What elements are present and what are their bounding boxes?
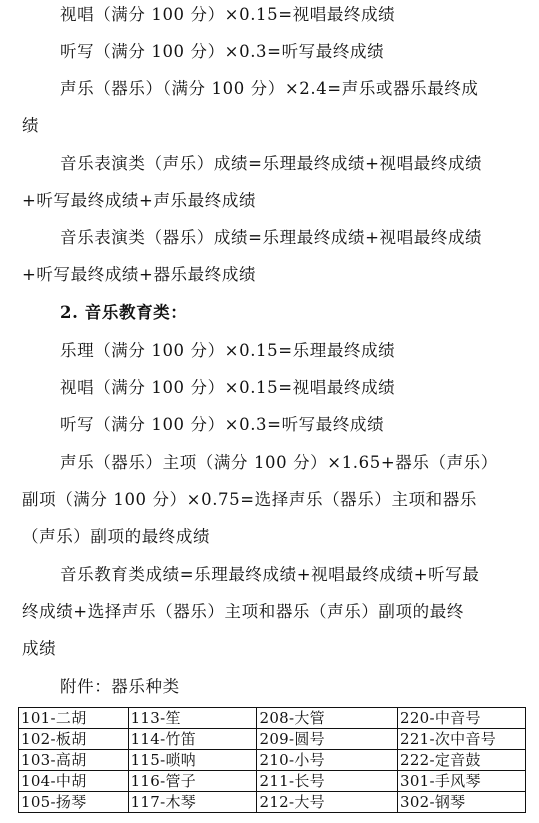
table-cell: 221-次中音号 — [397, 729, 525, 750]
table-row — [19, 771, 526, 792]
text-line: 听写（满分 100 分）×0.3=听写最终成绩 — [60, 415, 385, 434]
text-line: （声乐）副项的最终成绩 — [22, 527, 211, 546]
text-line: 成绩 — [22, 639, 57, 658]
text-line: 绩 — [22, 116, 40, 135]
table-cell: 115-唢呐 — [128, 750, 257, 771]
table-cell: 209-圆号 — [257, 729, 398, 750]
text-line: 声乐（器乐）主项（满分 100 分）×1.65+器乐（声乐） — [60, 453, 498, 472]
text-line: +听写最终成绩+器乐最终成绩 — [22, 265, 257, 284]
table-cell: 301-手风琴 — [397, 771, 525, 792]
table-cell: 212-大号 — [257, 792, 398, 813]
instrument-table — [18, 707, 526, 813]
table-cell: 102-板胡 — [19, 729, 129, 750]
table-row — [19, 750, 526, 771]
text-line: 听写（满分 100 分）×0.3=听写最终成绩 — [60, 42, 385, 61]
table-cell: 211-长号 — [257, 771, 398, 792]
table-cell: 222-定音鼓 — [397, 750, 525, 771]
table-cell: 113-笙 — [128, 708, 257, 729]
table-row — [19, 792, 526, 813]
text-line: 副项（满分 100 分）×0.75=选择声乐（器乐）主项和器乐 — [22, 490, 477, 509]
text-line: 乐理（满分 100 分）×0.15=乐理最终成绩 — [60, 341, 396, 360]
section-heading: 2. 音乐教育类： — [60, 303, 188, 322]
text-line: 音乐表演类（声乐）成绩=乐理最终成绩+视唱最终成绩 — [60, 154, 483, 173]
text-line: 音乐教育类成绩=乐理最终成绩+视唱最终成绩+听写最 — [60, 565, 480, 584]
table-cell: 302-钢琴 — [397, 792, 525, 813]
table-cell: 116-管子 — [128, 771, 257, 792]
text-line: 视唱（满分 100 分）×0.15=视唱最终成绩 — [60, 5, 396, 24]
table-row — [19, 729, 526, 750]
table-cell: 105-扬琴 — [19, 792, 129, 813]
table-cell: 104-中胡 — [19, 771, 129, 792]
attachment-title: 附件：器乐种类 — [60, 677, 180, 696]
table-cell: 208-大管 — [257, 708, 398, 729]
text-line: +听写最终成绩+声乐最终成绩 — [22, 191, 257, 210]
table-row — [19, 708, 526, 729]
table-cell: 210-小号 — [257, 750, 398, 771]
table-cell: 103-高胡 — [19, 750, 129, 771]
table-cell: 101-二胡 — [19, 708, 129, 729]
text-line: 终成绩+选择声乐（器乐）主项和器乐（声乐）副项的最终 — [22, 602, 464, 621]
text-line: 音乐表演类（器乐）成绩=乐理最终成绩+视唱最终成绩 — [60, 228, 483, 247]
table-cell: 114-竹笛 — [128, 729, 257, 750]
table-cell: 117-木琴 — [128, 792, 257, 813]
table-cell: 220-中音号 — [397, 708, 525, 729]
text-line: 声乐（器乐）（满分 100 分）×2.4=声乐或器乐最终成 — [60, 79, 479, 98]
text-line: 视唱（满分 100 分）×0.15=视唱最终成绩 — [60, 378, 396, 397]
